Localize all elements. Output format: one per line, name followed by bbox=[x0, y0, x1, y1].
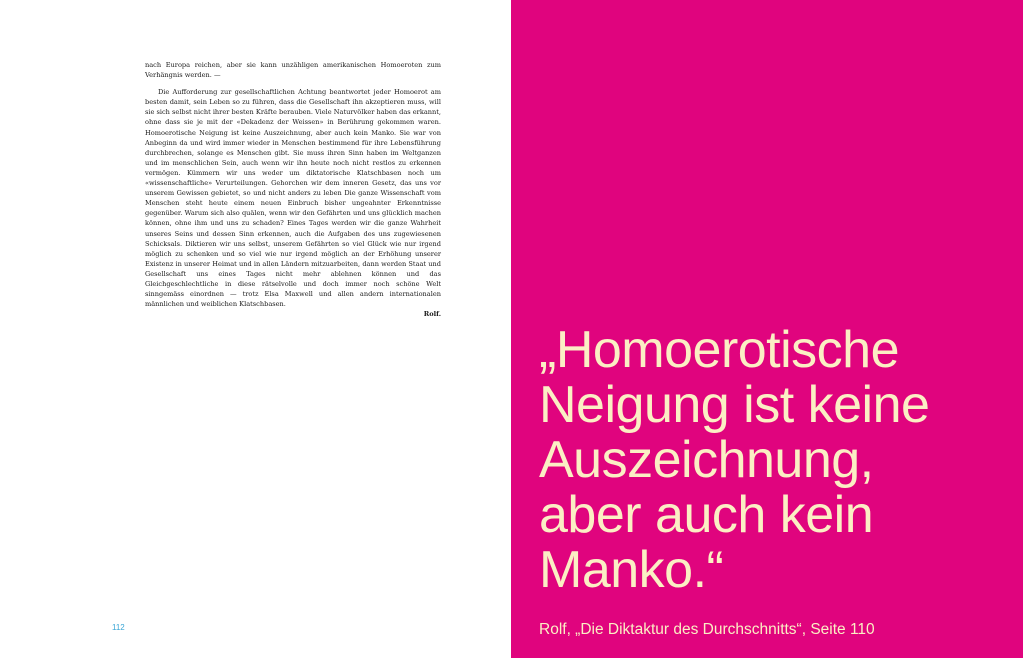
quote-line-3: Auszeichnung, bbox=[539, 431, 874, 489]
left-page bbox=[0, 0, 511, 658]
signature-row bbox=[145, 309, 441, 319]
author-signature: Rolf. bbox=[423, 310, 441, 319]
quote-line-1: „Homoerotische bbox=[539, 321, 900, 379]
pull-quote bbox=[539, 323, 1019, 598]
paragraph-2: Die Aufforderung zur gesellschaftlichen Achtung beantwortet jeder Homoerot am besten damit, sein Leben so zu führen, dass die Gesellschaft ihn akzeptieren muss, will sie sich selbst nicht ihrer besten Kräfte berauben. Viele Naturvölker haben das erkannt, ohne dass sie je mit der «Dekadenz der Weissen» in Berührung gekommen waren. Homoerotische Neigung ist keine Auszeichnung, aber auch kein Manko. Sie war von Anbeginn da und wird immer wieder in Menschen bestimmend für ihre Lebensführung durchbrechen, solange es Menschen gibt. Sie muss ihren Sinn haben im Weltganzen und im menschlichen Sein, auch wenn wir ihn heute noch nicht restlos zu erkennen vermögen. Kümmern wir uns weder um diktatorische Klatschbasen noch um «wissenschaftliche» Verurteilungen. Gehorchen wir dem inneren Gesetz, das uns vor unserem Gewissen gebietet, so und nicht anders zu leben Die ganze Wissenschaft vom Menschen steht heute einem neuen Einbruch bisher ungeahnter Erkenntnisse gegenüber. Warum sich also quälen, wenn wir den Gefährten und uns glücklich machen können, ohne ihm und uns zu schaden? Eines Tages werden wir die ganze Wahrheit unseres Seins und dessen Sinn erkennen, auch die Aufgaben des uns zugewiesenen Schicksals. Diktieren wir uns selbst, unserem Gefährten so viel Glück wie nur irgend möglich zu schenken und so viel wie nur irgend möglich an der Erhöhung unserer Existenz in unserer Heimat und in allen Ländern mitzuarbeiten, dann werden Staat und Gesellschaft uns eines Tages nicht mehr ablehnen können und das Gleichgeschlechtliche in diese rätselvolle und doch immer noch schöne Welt sinngemäss einordnen — trotz Elsa Maxwell und allen andern internationalen männlichen und weiblichen Klatschbasen. bbox=[145, 88, 441, 309]
article-text bbox=[145, 60, 441, 319]
page-number: 112 bbox=[112, 623, 125, 632]
right-page bbox=[511, 0, 1023, 658]
paragraph-1: nach Europa reichen, aber sie kann unzähligen amerikanischen Homoeroten zum Verhängnis werden. — bbox=[145, 61, 441, 80]
quote-line-5: Manko.“ bbox=[539, 541, 724, 599]
quote-line-4: aber auch kein bbox=[539, 486, 874, 544]
quote-attribution: Rolf, „Die Diktaktur des Durchschnitts“, Seite 110 bbox=[539, 621, 875, 638]
quote-line-2: Neigung ist keine bbox=[539, 376, 930, 434]
